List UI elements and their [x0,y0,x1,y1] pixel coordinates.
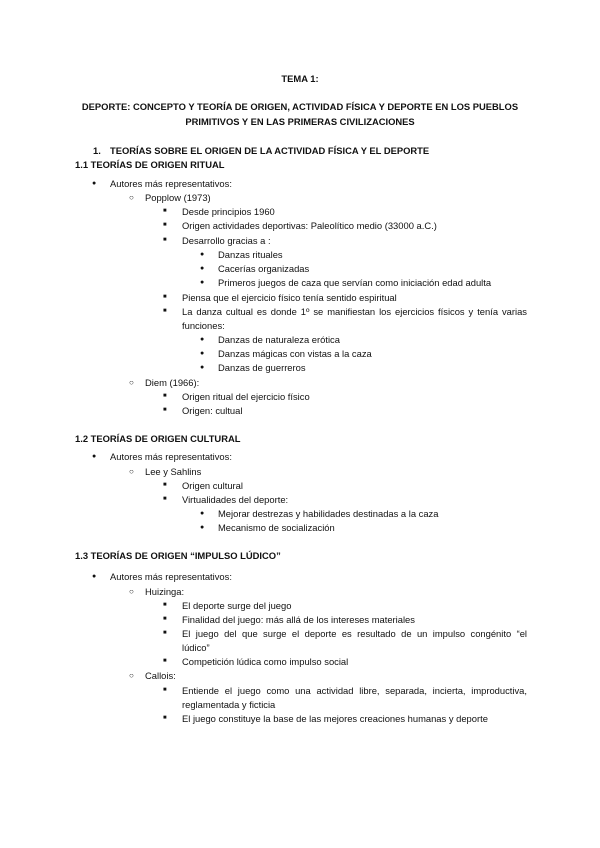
square-bullet-icon: ■ [163,237,167,243]
list-item-continuation: lúdico” [182,642,210,653]
section-1-3-title: 1.3 TEORÍAS DE ORIGEN “IMPULSO LÚDICO” [75,550,281,561]
list-item: Origen: cultual [182,405,243,416]
circle-bullet-icon: ○ [129,671,134,680]
square-bullet-icon: ■ [163,687,167,693]
tema-label: TEMA 1: [281,73,319,84]
list-item: Desde principios 1960 [182,206,275,217]
list-item: Mecanismo de socialización [218,522,335,533]
disc-bullet-icon: ● [200,279,205,286]
square-bullet-icon: ■ [163,496,167,502]
list-item: Origen actividades deportivas: Paleolítico medio (33000 a.C.) [182,220,437,231]
list-item: Virtualidades del deporte: [182,494,289,505]
title-line-2: PRIMITIVOS Y EN LAS PRIMERAS CIVILIZACIONES [185,116,415,127]
square-bullet-icon: ■ [163,630,167,636]
title-line-1: DEPORTE: CONCEPTO Y TEORÍA DE ORIGEN, ACTIVIDAD FÍSICA Y DEPORTE EN LOS PUEBLOS [81,101,519,112]
disc-bullet-icon: ● [92,453,97,460]
section-1-2-title: 1.2 TEORÍAS DE ORIGEN CULTURAL [75,433,241,444]
list-item: Entiende el juego como una actividad libre, separada, incierta, improductiva, [182,685,527,696]
square-bullet-icon: ■ [163,482,167,488]
square-bullet-icon: ■ [163,602,167,608]
list-item-continuation: funciones: [182,320,225,331]
section-1-title: TEORÍAS SOBRE EL ORIGEN DE LA ACTIVIDAD FÍSICA Y EL DEPORTE [110,145,430,156]
list-item: El juego del que surge el deporte es resultado de un impulso congénito “el [182,628,527,639]
list-item: Primeros juegos de caza que servían como iniciación edad adulta [218,277,492,288]
disc-bullet-icon: ● [200,524,205,531]
list-item: Origen ritual del ejercicio físico [182,391,310,402]
square-bullet-icon: ■ [163,222,167,228]
square-bullet-icon: ■ [163,715,167,721]
disc-bullet-icon: ● [200,510,205,517]
list-item-autores: Autores más representativos: [110,178,232,189]
list-item-diem: Diem (1966): [145,377,200,388]
disc-bullet-icon: ● [92,180,97,187]
disc-bullet-icon: ● [200,364,205,371]
list-item-autores: Autores más representativos: [110,571,232,582]
list-item: Piensa que el ejercicio físico tenía sentido espiritual [182,292,397,303]
list-item-continuation: reglamentada y ficticia [182,699,276,710]
circle-bullet-icon: ○ [129,587,134,596]
circle-bullet-icon: ○ [129,378,134,387]
list-item: Danzas de naturaleza erótica [218,334,340,345]
disc-bullet-icon: ● [92,573,97,580]
list-item-lee: Lee y Sahlins [145,466,202,477]
section-1-1-title: 1.1 TEORÍAS DE ORIGEN RITUAL [75,159,225,170]
square-bullet-icon: ■ [163,407,167,413]
list-item: La danza cultual es donde 1º se manifiestan los ejercicios físicos y tenía varias [182,306,527,317]
list-item: Danzas de guerreros [218,362,306,373]
section-1-number: 1. [93,145,101,156]
list-item-autores: Autores más representativos: [110,451,232,462]
disc-bullet-icon: ● [200,265,205,272]
square-bullet-icon: ■ [163,393,167,399]
disc-bullet-icon: ● [200,251,205,258]
square-bullet-icon: ■ [163,294,167,300]
list-item: Danzas mágicas con vistas a la caza [218,348,372,359]
list-item: Danzas rituales [218,249,283,260]
list-item: Competición lúdica como impulso social [182,656,349,667]
square-bullet-icon: ■ [163,658,167,664]
square-bullet-icon: ■ [163,616,167,622]
disc-bullet-icon: ● [200,336,205,343]
list-item: Mejorar destrezas y habilidades destinadas a la caza [218,508,439,519]
circle-bullet-icon: ○ [129,193,134,202]
list-item-popplow: Popplow (1973) [145,192,211,203]
list-item: Desarrollo gracias a : [182,235,271,246]
circle-bullet-icon: ○ [129,467,134,476]
list-item-huizinga: Huizinga: [145,586,185,597]
list-item: Finalidad del juego: más allá de los intereses materiales [182,614,415,625]
disc-bullet-icon: ● [200,350,205,357]
list-item: Origen cultural [182,480,243,491]
list-item: Cacerías organizadas [218,263,310,274]
list-item: El juego constituye la base de las mejores creaciones humanas y deporte [182,713,488,724]
square-bullet-icon: ■ [163,308,167,314]
list-item: El deporte surge del juego [182,600,292,611]
square-bullet-icon: ■ [163,208,167,214]
list-item-callois: Callois: [145,670,176,681]
